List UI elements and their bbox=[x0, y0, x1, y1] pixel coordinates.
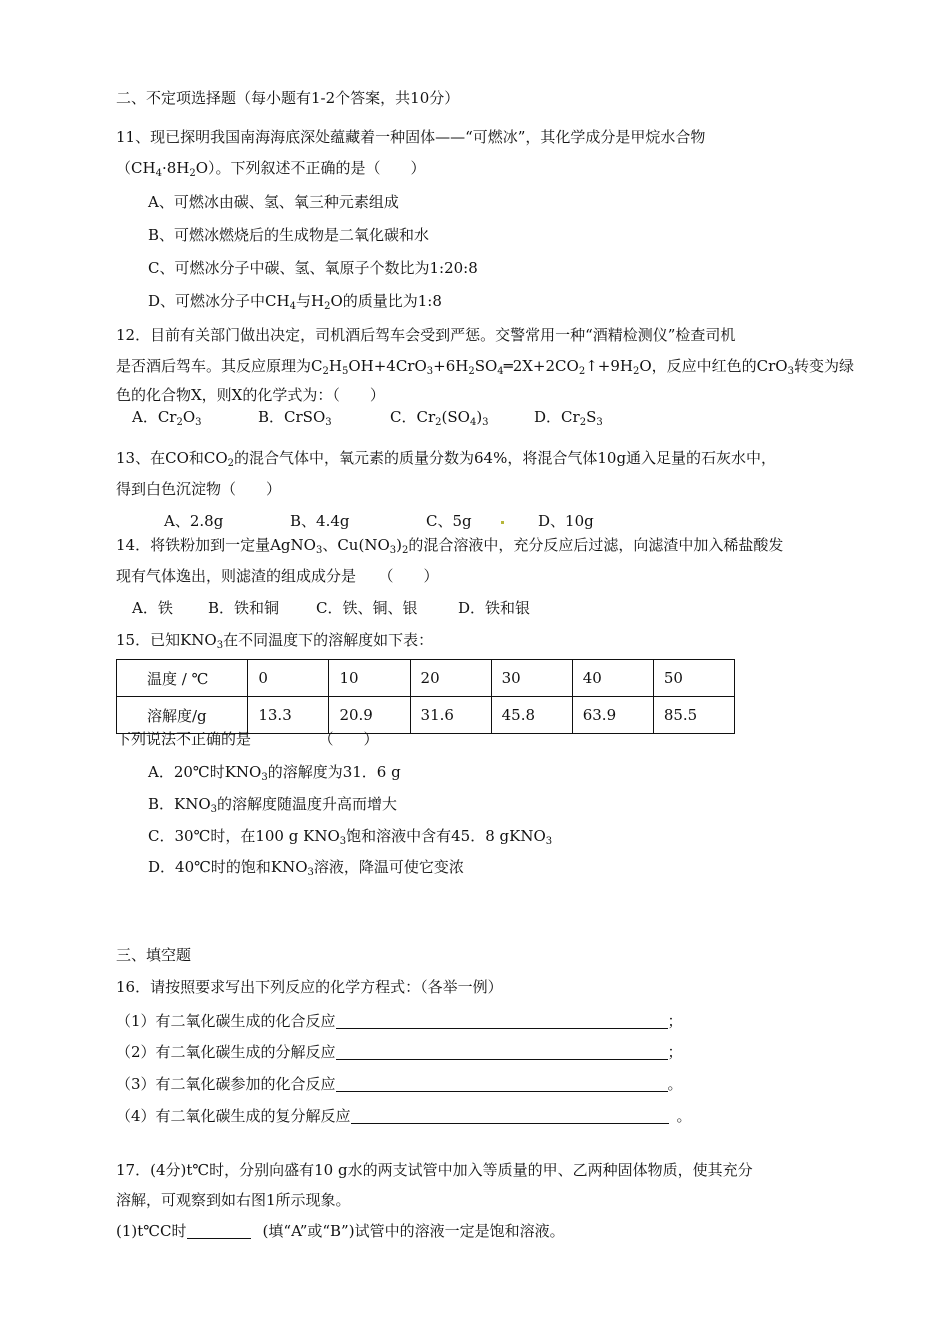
q15-option-b: B．$KNO_3$的溶解度随温度升高而增大 bbox=[148, 795, 398, 815]
q16-item-2: （2）有二氧化碳生成的分解反应 ； bbox=[116, 1043, 683, 1061]
q12-option-a: A．$Cr_2O_3$ bbox=[132, 408, 202, 428]
table-cell: 20.9 bbox=[329, 697, 410, 734]
q11-option-d: D、可燃冰分子中$CH_4$与$H_2O$的质量比为1:8 bbox=[148, 292, 442, 312]
table-cell: 20 bbox=[410, 660, 491, 697]
q14-option-d: D．铁和银 bbox=[458, 599, 531, 617]
q13-stem-line2: 得到白色沉淀物（ ） bbox=[116, 480, 282, 498]
q12-stem-line2: 是否酒后驾车。其反应原理为$C_2H_5OH+4CrO_3+6H_2SO_4═2X+2CO_2↑+9H_2O$，反应中红色的CrO$_3$转变为绿 bbox=[116, 357, 854, 377]
q14-stem-line1: 14．将铁粉加到一定量AgNO$_3$、$Cu(NO_3)_2$的混合溶液中，充分反应后过滤，向滤渣中加入稀盐酸发 bbox=[116, 536, 784, 556]
q17-stem-line1: 17．(4分)t℃时，分别向盛有10 g水的两支试管中加入等质量的甲、乙两种固体物质，使其充分 bbox=[116, 1161, 753, 1179]
q13-option-b: B、4.4g bbox=[290, 512, 350, 530]
q11-option-a: A、可燃冰由碳、氢、氧三种元素组成 bbox=[148, 193, 399, 211]
q15-option-c: C．30℃时，在100 g $KNO_3$饱和溶液中含有45．8 gKNO$_3$ bbox=[148, 827, 553, 847]
stray-mark-dot bbox=[501, 521, 504, 524]
table-cell: 0 bbox=[248, 660, 329, 697]
q11-option-c: C、可燃冰分子中碳、氢、氧原子个数比为1:20:8 bbox=[148, 259, 478, 277]
q13-option-c: C、5g bbox=[426, 512, 472, 530]
q15-option-a: A．20℃时$KNO_3$的溶解度为31．6 g bbox=[148, 763, 401, 783]
table-row bbox=[117, 660, 735, 697]
table-cell: 温度 / ℃ bbox=[117, 660, 248, 697]
q17-stem-line2: 溶解，可观察到如右图1所示现象。 bbox=[116, 1191, 351, 1209]
q14-option-a: A．铁 bbox=[132, 599, 173, 617]
section3-title: 三、填空题 bbox=[116, 946, 192, 964]
q13-option-d: D、10g bbox=[538, 512, 594, 530]
solubility-table bbox=[116, 659, 735, 734]
table-cell: 45.8 bbox=[491, 697, 572, 734]
q13-stem-line1: 13、在CO和$CO_2$的混合气体中，氧元素的质量分数为64%，将混合气体10g通入足量的石灰水中， bbox=[116, 449, 777, 469]
q13-option-a: A、2.8g bbox=[164, 512, 224, 530]
answer-blank[interactable] bbox=[336, 1012, 668, 1029]
table-cell: 30 bbox=[491, 660, 572, 697]
q11-option-b: B、可燃冰燃烧后的生成物是二氧化碳和水 bbox=[148, 226, 430, 244]
q12-option-d: D．$Cr_2S_3$ bbox=[534, 408, 603, 428]
table-cell: 40 bbox=[572, 660, 653, 697]
q16-stem: 16．请按照要求写出下列反应的化学方程式：（各举一例） bbox=[116, 978, 503, 996]
table-cell: 31.6 bbox=[410, 697, 491, 734]
q14-option-b: B．铁和铜 bbox=[208, 599, 280, 617]
q15-option-d: D．40℃时的饱和$KNO_3$溶液，降温可使它变浓 bbox=[148, 858, 464, 878]
q14-option-c: C．铁、铜、银 bbox=[316, 599, 418, 617]
q12-option-c: C．$Cr_2(SO_4)_3$ bbox=[390, 408, 489, 428]
table-cell: 50 bbox=[653, 660, 734, 697]
q16-item-3: （3）有二氧化碳参加的化合反应 。 bbox=[116, 1075, 683, 1093]
q12-stem-line3: 色的化合物X，则X的化学式为：（ ） bbox=[116, 386, 385, 404]
q12-stem-line1: 12．目前有关部门做出决定，司机酒后驾车会受到严惩。交警常用一种“酒精检测仪”检查司机 bbox=[116, 326, 736, 344]
answer-blank[interactable] bbox=[351, 1107, 669, 1124]
table-row bbox=[117, 697, 735, 734]
answer-blank[interactable] bbox=[336, 1075, 668, 1092]
q17-sub-1: (1)t℃C时 (填“A”或“B”)试管中的溶液一定是饱和溶液。 bbox=[116, 1222, 565, 1240]
q11-stem-line1: 11、现已探明我国南海海底深处蕴藏着一种固体——“可燃冰”，其化学成分是甲烷水合物 bbox=[116, 128, 706, 146]
answer-blank[interactable] bbox=[336, 1043, 668, 1060]
table-cell: 10 bbox=[329, 660, 410, 697]
table-cell: 85.5 bbox=[653, 697, 734, 734]
table-cell: 63.9 bbox=[572, 697, 653, 734]
section2-title: 二、不定项选择题（每小题有1-2个答案，共10分） bbox=[116, 89, 460, 107]
q16-item-4: （4）有二氧化碳生成的复分解反应 。 bbox=[116, 1107, 692, 1125]
table-cell: 溶解度/g bbox=[117, 697, 248, 734]
q14-stem-line2: 现有气体逸出，则滤渣的组成成分是 （ ） bbox=[116, 567, 439, 585]
q15-stem: 15．已知$KNO_3$在不同温度下的溶解度如下表： bbox=[116, 631, 434, 651]
answer-blank[interactable] bbox=[187, 1222, 251, 1239]
q15-prompt: 下列说法不正确的是 （ ） bbox=[116, 730, 379, 748]
q11-stem-line2: $(CH_4\cdot 8H_2O)$。下列叙述不正确的是（ ） bbox=[116, 159, 426, 179]
table-cell: 13.3 bbox=[248, 697, 329, 734]
q16-item-1: （1）有二氧化碳生成的化合反应 ； bbox=[116, 1012, 683, 1030]
q12-option-b: B．CrSO$_3$ bbox=[258, 408, 332, 428]
